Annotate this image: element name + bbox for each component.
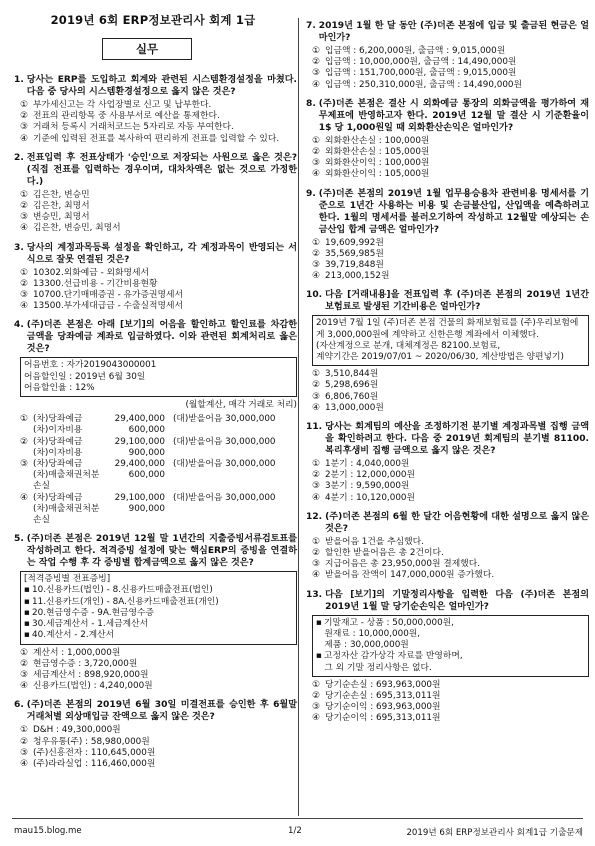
answer-option — [20, 122, 297, 133]
footer-doc-title: 2019년 6회 ERP정보관리사 회계1급 기출문제 — [406, 828, 583, 838]
option-text: 입금액 : 151,700,000원, 출금액 : 9,015,000원 — [325, 68, 517, 79]
answer-option — [312, 680, 589, 691]
answer-option — [20, 268, 297, 279]
bullet-mark: ▪ — [316, 651, 322, 662]
option-number: ③ — [312, 158, 320, 169]
option-text: 3,510,844원 — [325, 369, 379, 380]
credit-entry: (대)받을어음 30,000,000 — [173, 492, 276, 503]
question-body — [20, 357, 297, 526]
debit-account: (차)매출채권처분손실 — [33, 470, 100, 492]
bullet-mark: ▪ — [24, 596, 30, 607]
question-header — [306, 589, 589, 613]
option-number: ④ — [20, 681, 28, 692]
option-text: 입금액 : 6,200,000원, 출금액 : 9,015,000원 — [325, 46, 506, 56]
debit-amount: 900,000 — [128, 503, 165, 514]
example-box — [312, 615, 589, 677]
question-body — [312, 537, 589, 582]
option-spacer — [20, 470, 33, 492]
option-text: 당기순손실 : 695,313,011원 — [325, 690, 441, 701]
question — [306, 511, 589, 582]
question-text: (주)더존 본점의 6월 한 달간 어음현황에 대한 설명으로 옳지 않은 것은? — [325, 511, 589, 534]
option-number: ③ — [20, 747, 28, 758]
option-text: 외화환산이익 : 105,000원 — [325, 169, 430, 180]
option-number: ④ — [312, 271, 320, 282]
page-title: 2019년 6회 ERP정보관리사 회계 1급 — [50, 13, 256, 27]
answer-option — [312, 702, 589, 713]
question — [306, 20, 589, 91]
question-text: 당사의 계정과목등록 설정을 확인하고, 각 계정과목이 반영되는 서식으로 잘못 연결된 것은? — [26, 242, 297, 265]
question-header — [14, 533, 297, 569]
debit-account: (차)당좌예금 — [33, 414, 83, 425]
question-body — [312, 459, 589, 504]
option-text: 10302.외화예금 - 외화명세서 — [33, 267, 150, 278]
option-number: ④ — [312, 713, 320, 724]
option-number: ① — [312, 237, 320, 248]
option-text: 213,000,152원 — [325, 271, 390, 282]
question-header — [14, 319, 297, 355]
answer-option — [312, 481, 589, 492]
example-line: 어음번호 : 자가2019043000001 — [24, 360, 157, 371]
option-text: 13500.부가세대급금 - 수출실적명세서 — [33, 301, 184, 312]
answer-option — [20, 659, 297, 670]
answer-option — [312, 493, 589, 504]
answer-option — [312, 570, 589, 581]
option-number: ② — [312, 690, 320, 701]
answer-option — [312, 403, 589, 414]
option-number: ① — [20, 100, 28, 110]
option-text: 김은찬, 변승민, 최명서 — [33, 223, 121, 234]
journal-option-row — [20, 459, 297, 470]
answer-option — [20, 737, 297, 748]
option-text: 받을어음 1건을 추심했다. — [325, 536, 424, 547]
footer-rule — [12, 818, 583, 819]
answer-option — [20, 725, 297, 736]
question-number: 13. — [306, 589, 323, 600]
option-number: ④ — [312, 79, 320, 90]
answer-option — [312, 459, 589, 470]
option-text: 2분기 : 12,000,000원 — [325, 470, 416, 481]
option-text: (주)신흥전자 : 110,645,000원 — [33, 747, 156, 758]
question-number: 3. — [14, 242, 24, 253]
example-line: 어음할인일 : 2019년 6월 30일 — [24, 371, 146, 382]
question-header — [306, 289, 589, 313]
option-text: 당기순이익 : 693,963,000원 — [325, 702, 441, 713]
question — [306, 289, 589, 414]
option-text: 세금계산서 : 898,920,000원 — [33, 669, 149, 680]
option-number: ② — [312, 147, 320, 158]
question-header — [14, 242, 297, 266]
section-badge: 실무 — [102, 38, 192, 60]
question-body — [20, 100, 297, 145]
question-number: 2. — [14, 152, 24, 163]
bullet-mark: ▪ — [24, 630, 30, 641]
question-body — [312, 136, 589, 181]
question-body — [20, 725, 297, 770]
option-text: 계산서 : 1,000,000원 — [33, 647, 121, 658]
option-number: ② — [312, 380, 320, 391]
option-spacer — [20, 448, 33, 459]
option-text: 김은찬, 최명서 — [33, 201, 90, 212]
option-text: (주)라라실업 : 116,460,000원 — [33, 758, 156, 769]
answer-option — [312, 380, 589, 391]
question-number: 10. — [306, 290, 323, 301]
answer-option — [312, 392, 589, 403]
question-text: 당사는 회계팀의 예산을 조정하기전 분기별 계정과목별 집행 금액을 확인하려고 한다. 다음 중 2019년 회계팀의 분기별 81100.복리후생비 집행 금액으로 옳지 않은 것은? — [325, 422, 589, 457]
question-body — [20, 571, 297, 692]
option-text: 4분기 : 10,120,000원 — [325, 492, 416, 503]
example-line: 계약기간은 2019/07/01 ~ 2020/06/30, 계산방법은 양편넣기) — [316, 352, 564, 363]
answer-option — [20, 748, 297, 759]
example-bullet — [24, 630, 293, 641]
example-box-title: [적격증빙별 전표증빙] — [24, 574, 111, 585]
debit-amount: 600,000 — [128, 425, 165, 436]
example-line: 원재료 : 10,000,000원, — [316, 628, 421, 639]
option-text: 외화환산손실 : 105,000원 — [325, 147, 430, 158]
option-text: 받을어음 잔액이 147,000,000원 증가했다. — [325, 570, 495, 581]
option-text: 3분기 : 9,590,000원 — [325, 481, 410, 492]
answer-option — [312, 713, 589, 724]
option-number: ③ — [312, 481, 320, 492]
question-header — [14, 699, 297, 723]
option-number: ③ — [20, 669, 28, 680]
option-text: 거래처 등록시 거래처코드는 5자리로 자동 부여한다. — [33, 122, 234, 133]
question — [14, 152, 297, 235]
question-body — [312, 238, 589, 283]
example-line: 30.세금계산서 - 1.세금계산서 — [32, 619, 149, 630]
answer-option — [20, 279, 297, 290]
example-bullet — [316, 618, 585, 629]
answer-option — [312, 548, 589, 559]
answer-option — [20, 223, 297, 234]
question-number: 11. — [306, 422, 323, 433]
bullet-mark: ▪ — [24, 607, 30, 618]
option-number: ② — [312, 470, 320, 481]
example-box — [20, 571, 297, 644]
bullet-mark: ▪ — [24, 619, 30, 630]
option-text: 지급어음은 총 23,950,000원 결제했다. — [325, 559, 481, 570]
answer-option — [312, 68, 589, 79]
question-text: (주)더존 본점은 2019년 12월 말 1년간의 지출증빙서류검토표를 작성하려고 한다. 적격증빙 설정에 맞는 핵심ERP의 증빙을 연결하는 작업 수행 후 각 증빙별 합계금액으로 옳지 않은 것은? — [26, 534, 297, 569]
option-text: 외화환산이익 : 100,000원 — [325, 158, 430, 169]
option-text: 전표의 관리항목 중 사용부서로 예산을 통제한다. — [33, 111, 220, 122]
debit-account: (차)이자비용 — [33, 447, 83, 458]
credit-entry: (대)받을어음 30,000,000 — [173, 436, 276, 447]
option-text: 할인한 받을어음은 총 2건이다. — [325, 548, 444, 559]
option-number: ③ — [312, 559, 320, 570]
question-text: (주)더존 본점의 2019년 1월 업무용승용차 관련비용 명세서를 기준으로 1년간 사용하는 비용 및 손금불산입, 산입액을 예측하려고 한다. 1월의 명세서를 불러오기하여 작성하고 12월말 예상되는 손금산입 합계 금액은 얼마인가? — [318, 188, 589, 235]
question-header — [14, 74, 297, 98]
option-number: ④ — [312, 169, 320, 180]
option-text: 10700.단기매매증권 - 유가증권명세서 — [33, 290, 184, 301]
example-line: 10.신용카드(법인) - 8.신용카드매출전표(법인) — [32, 585, 213, 596]
option-text: 35,569,985원 — [325, 248, 384, 259]
option-text: 기준에 입력된 전표를 복사하여 편리하게 전표를 입력할 수 있다. — [33, 133, 280, 144]
example-line: 기말재고 - 상품 : 50,000,000원, — [324, 617, 454, 628]
option-text: 외화환산손실 : 100,000원 — [325, 135, 430, 146]
answer-option — [312, 80, 589, 91]
answer-option — [312, 249, 589, 260]
answer-option — [312, 238, 589, 249]
option-number: ④ — [312, 570, 320, 581]
option-text: 부가세신고는 각 사업장별로 신고 및 납부한다. — [33, 100, 212, 110]
example-line: 2019년 7월 1일 (주)더존 본점 건물의 화재보험료를 (주)우리보험에게 3,000,000원에 계약하고 신한은행 계좌에서 이체했다. — [316, 318, 579, 340]
question-text: 다음 [보기]의 기말정리사항을 입력한 다음 (주)더존 본점의 2019년 1월 말 당기순손익은 얼마인가? — [325, 589, 589, 612]
option-text: 6,806,760원 — [325, 391, 379, 402]
example-box — [312, 315, 589, 366]
credit-entry — [165, 470, 297, 492]
option-text: 13300.선급비용 - 기간비용현황 — [33, 278, 158, 289]
answer-option — [20, 681, 297, 692]
answer-option — [20, 301, 297, 312]
credit-entry — [165, 504, 297, 526]
example-box — [20, 357, 297, 397]
debit-account: (차)당좌예금 — [33, 436, 83, 447]
option-text: 39,719,848원 — [325, 260, 384, 271]
option-text: 1분기 : 4,040,000원 — [325, 459, 410, 470]
answer-option — [20, 201, 297, 212]
question-number: 7. — [306, 21, 316, 31]
answer-option — [20, 134, 297, 145]
answer-option — [20, 190, 297, 201]
option-text: 입금액 : 10,000,000원, 출금액 : 14,490,000원 — [325, 57, 517, 68]
question-body — [20, 268, 297, 313]
answer-option — [312, 559, 589, 570]
option-text: D&H : 49,300,000원 — [33, 725, 121, 736]
debit-amount: 29,400,000 — [114, 459, 165, 470]
question-text: (주)더존 본점의 2019년 6월 30일 미결전표를 승인한 후 6월말 거래처별 외상매입금 잔액으로 옳지 않은 것은? — [26, 700, 297, 723]
answer-option — [312, 136, 589, 147]
example-note: (월할계산, 매각 거래로 처리) — [185, 400, 297, 411]
option-text: 입금액 : 250,310,000원, 출금액 : 14,490,000원 — [325, 79, 523, 90]
footer-page-number: 1/2 — [288, 826, 302, 836]
debit-amount: 900,000 — [128, 447, 165, 458]
option-number: ② — [20, 658, 28, 669]
option-number: ④ — [312, 492, 320, 503]
option-text: 당기순이익 : 695,313,011원 — [325, 713, 441, 724]
option-text: 당기순손실 : 693,963,000원 — [325, 679, 441, 690]
answer-option — [20, 670, 297, 681]
question-number: 6. — [14, 700, 24, 711]
example-line: 20.현금영수증 - 9A.현금영수증 — [32, 607, 154, 618]
option-number: ④ — [20, 758, 28, 769]
question-header — [306, 98, 589, 134]
question — [14, 242, 297, 313]
journal-option-row — [20, 504, 297, 526]
question-number: 5. — [14, 534, 24, 545]
bullet-mark: ▪ — [316, 617, 322, 628]
answer-option — [312, 271, 589, 282]
option-text: 신용카드(법인) : 4,240,000원 — [33, 681, 153, 692]
option-number: ③ — [20, 122, 28, 133]
debit-amount: 29,100,000 — [114, 492, 165, 503]
question — [14, 74, 297, 145]
option-number: ③ — [20, 459, 28, 470]
option-text: 변승민, 최명서 — [33, 212, 90, 223]
example-bullet — [24, 608, 293, 619]
question-text: 다음 [거래내용]을 전표입력 후 (주)더존 본점의 2019년 1년간 보험료로 발생된 기간비용은 얼마인가? — [325, 290, 589, 313]
question-body — [312, 615, 589, 725]
answer-option — [20, 648, 297, 659]
option-number: ② — [312, 57, 320, 68]
question-number: 8. — [306, 98, 316, 109]
journal-option-row — [20, 425, 297, 436]
option-number: ② — [312, 248, 320, 259]
question — [14, 533, 297, 692]
answer-option — [20, 212, 297, 223]
example-bullet — [24, 585, 293, 596]
option-text: 5,298,696원 — [325, 380, 379, 391]
option-number: ④ — [20, 133, 28, 144]
example-line: 11.신용카드(개인) - 8A.신용카드매출전표(개인) — [32, 596, 219, 607]
option-number: ④ — [312, 402, 320, 413]
answer-option — [312, 57, 589, 68]
debit-amount: 600,000 — [128, 470, 165, 481]
option-number: ② — [312, 548, 320, 559]
option-text: 13,000,000원 — [325, 402, 384, 413]
debit-account: (차)당좌예금 — [33, 492, 83, 503]
journal-option-row — [20, 493, 297, 504]
example-bullet — [24, 619, 293, 630]
journal-option-row — [20, 448, 297, 459]
footer-site: mau15.blog.me — [14, 826, 82, 836]
answer-option — [312, 470, 589, 481]
option-text: 청우유통(주) : 58,980,000원 — [33, 736, 150, 747]
answer-option — [20, 100, 297, 111]
answer-option — [312, 260, 589, 271]
option-number: ② — [20, 736, 28, 747]
debit-amount: 29,100,000 — [114, 436, 165, 447]
option-text: 19,609,992원 — [325, 237, 384, 248]
answer-option — [20, 290, 297, 301]
option-text: 현금영수증 : 3,720,000원 — [33, 658, 138, 669]
option-number: ② — [20, 111, 28, 122]
credit-entry — [165, 448, 297, 459]
example-bullet — [24, 597, 293, 608]
option-number: ① — [312, 135, 320, 146]
journal-option-row — [20, 470, 297, 492]
option-spacer — [20, 504, 33, 526]
answer-option — [312, 691, 589, 702]
option-number: ③ — [20, 212, 28, 223]
example-line: 고정자산 감가상각 자료를 반영하며, — [324, 651, 463, 662]
example-line: 그 외 기말 정리사항은 없다. — [316, 662, 432, 673]
answer-option — [20, 111, 297, 122]
option-spacer — [20, 425, 33, 436]
debit-amount: 29,400,000 — [114, 414, 165, 425]
credit-entry — [165, 425, 297, 436]
debit-account: (차)매출채권처분손실 — [33, 503, 100, 526]
bullet-mark: ▪ — [24, 585, 30, 596]
question-header — [306, 20, 589, 44]
question — [306, 589, 589, 725]
question-header — [306, 421, 589, 457]
question-header — [14, 152, 297, 188]
question-number: 1. — [14, 75, 24, 85]
option-number: ③ — [20, 290, 28, 301]
option-number: ① — [312, 536, 320, 547]
question-text: 전표입력 후 전표상태가 '승인'으로 저장되는 사원으로 옳은 것은? (직접 전표를 입력하는 경우이며, 대차차액은 없는 것으로 가정한다.) — [26, 152, 297, 187]
journal-option-row — [20, 414, 297, 425]
option-number: ① — [20, 267, 28, 278]
question-text: (주)더존 본점은 아래 [보기]의 어음을 할인하고 할인료를 차감한 금액을 당좌예금 계좌로 입금하였다. 이와 관련된 회계처리로 옳은 것은? — [26, 320, 297, 355]
question-text: (주)더존 본점은 결산 시 외화예금 통장의 외화금액을 평가하여 재무제표에 반영하고자 한다. 2019년 12월 말 결산 시 기준환율이 1$ 당 1,000원일 때 외화환산손익은 얼마인가? — [318, 98, 589, 133]
debit-account: (차)이자비용 — [33, 425, 83, 436]
question-body — [20, 190, 297, 235]
option-text: 김은찬, 변승민 — [33, 189, 90, 200]
option-number: ① — [312, 459, 320, 470]
question-body — [312, 46, 589, 91]
question-header — [306, 511, 589, 535]
answer-option — [312, 369, 589, 380]
option-number: ② — [20, 201, 28, 212]
option-number: ④ — [20, 492, 28, 503]
example-bullet — [316, 651, 585, 662]
option-number: ④ — [20, 223, 28, 234]
question — [14, 319, 297, 526]
right-column — [306, 20, 589, 732]
question-text: 2019년 1월 한 달 동안 (주)더존 본점에 입금 및 출금된 현금은 얼마인가? — [318, 21, 589, 43]
example-line: 40.계산서 - 2.계산서 — [32, 630, 115, 641]
answer-option — [312, 158, 589, 169]
option-number: ② — [20, 278, 28, 289]
option-number: ② — [20, 436, 28, 447]
option-number: ④ — [20, 301, 28, 312]
option-number: ③ — [312, 68, 320, 79]
option-number: ① — [312, 46, 320, 56]
answer-option — [312, 147, 589, 158]
question-number: 9. — [306, 188, 316, 199]
answer-option — [312, 537, 589, 548]
column-divider — [298, 18, 299, 816]
option-number: ① — [20, 725, 28, 736]
option-number: ③ — [312, 391, 320, 402]
example-line: (자산계정으로 분개, 대체계정은 82100.보험료, — [316, 340, 501, 351]
question-number: 4. — [14, 320, 24, 331]
option-number: ③ — [312, 702, 320, 713]
credit-entry: (대)받을어음 30,000,000 — [173, 459, 276, 470]
question-text: 당사는 ERP를 도입하고 회계와 관련된 시스템환경설정을 마쳤다. 다음 중 당사의 시스템환경설정으로 옳지 않은 것은? — [26, 75, 297, 97]
answer-option — [20, 759, 297, 770]
question-body — [312, 315, 589, 414]
question — [14, 699, 297, 770]
question — [306, 421, 589, 504]
question-header — [306, 188, 589, 236]
example-line: 어음할인율 : 12% — [24, 382, 95, 393]
option-number: ① — [312, 679, 320, 690]
answer-option — [312, 169, 589, 180]
example-line: 제품 : 30,000,000원 — [316, 640, 409, 651]
credit-entry: (대)받을어음 30,000,000 — [173, 414, 276, 425]
option-number: ① — [20, 189, 28, 200]
question-number: 12. — [306, 511, 323, 522]
option-number: ① — [20, 414, 28, 425]
left-column — [14, 74, 297, 777]
journal-option-row — [20, 437, 297, 448]
answer-option — [312, 46, 589, 57]
option-number: ① — [312, 369, 320, 380]
question — [306, 188, 589, 283]
option-number: ① — [20, 647, 28, 658]
option-number: ③ — [312, 260, 320, 271]
question — [306, 98, 589, 181]
debit-account: (차)당좌예금 — [33, 459, 83, 470]
